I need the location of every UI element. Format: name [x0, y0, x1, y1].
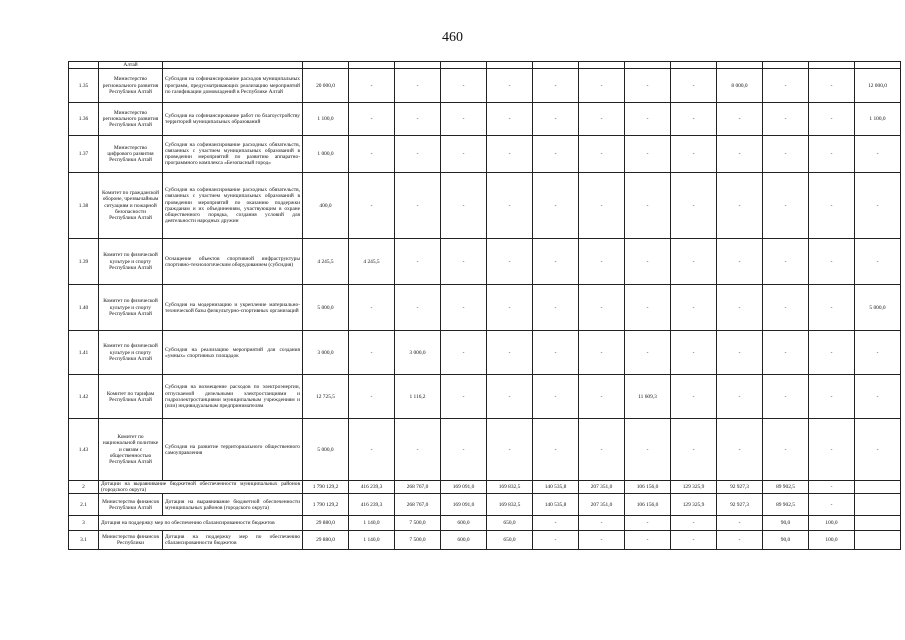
- year-value-cell: -: [441, 331, 487, 375]
- year-value-cell: -: [671, 103, 717, 136]
- row-number-cell: 1.39: [69, 239, 99, 285]
- year-value-cell: -: [717, 375, 763, 419]
- row-number-cell: 1.36: [69, 103, 99, 136]
- total-cell: 400,0: [303, 173, 349, 239]
- year-value-cell: 8 000,0: [717, 69, 763, 103]
- year-value-cell: -: [855, 375, 901, 419]
- year-value-cell: 416 239,3: [349, 481, 395, 494]
- description-cell: Субсидия на развитие территориального общественного самоуправления: [163, 419, 303, 481]
- year-value-cell: -: [809, 375, 855, 419]
- year-value-cell: -: [487, 69, 533, 103]
- year-value-cell: 12 000,0: [855, 69, 901, 103]
- year-value-cell: -: [809, 136, 855, 173]
- year-value-cell: -: [855, 239, 901, 285]
- year-value-cell: -: [763, 136, 809, 173]
- year-value-cell: -: [763, 331, 809, 375]
- empty-cell: [809, 62, 855, 69]
- row-number-cell: 1.35: [69, 69, 99, 103]
- table-row: [69, 481, 901, 494]
- year-value-cell: -: [809, 69, 855, 103]
- year-value-cell: -: [349, 173, 395, 239]
- year-value-cell: 100,0: [809, 516, 855, 531]
- year-value-cell: -: [625, 531, 671, 550]
- empty-cell: [717, 62, 763, 69]
- year-value-cell: -: [625, 136, 671, 173]
- row-number-cell: 1.40: [69, 285, 99, 331]
- empty-cell: [579, 62, 625, 69]
- year-value-cell: -: [579, 419, 625, 481]
- year-value-cell: 7 500,0: [395, 531, 441, 550]
- description-cell: Субсидия на модернизацию и укрепление материально-технической базы физкультурно-спортивных организаций: [163, 285, 303, 331]
- total-cell: 1 790 129,2: [303, 481, 349, 494]
- organization-cell: Министерство финансов Республики Алтай: [99, 494, 163, 516]
- year-value-cell: -: [395, 239, 441, 285]
- year-value-cell: -: [763, 103, 809, 136]
- year-value-cell: -: [579, 103, 625, 136]
- year-value-cell: -: [395, 285, 441, 331]
- year-value-cell: 129 325,9: [671, 494, 717, 516]
- year-value-cell: 92 927,3: [717, 481, 763, 494]
- table-row: [69, 69, 901, 103]
- year-value-cell: -: [441, 173, 487, 239]
- table-row: [69, 136, 901, 173]
- year-value-cell: -: [671, 419, 717, 481]
- table-row: [69, 375, 901, 419]
- year-value-cell: -: [533, 531, 579, 550]
- table-row: [69, 239, 901, 285]
- total-cell: 29 880,0: [303, 516, 349, 531]
- year-value-cell: 1 140,0: [349, 516, 395, 531]
- table-row: [69, 62, 901, 69]
- year-value-cell: -: [441, 375, 487, 419]
- year-value-cell: -: [671, 173, 717, 239]
- table-row: [69, 331, 901, 375]
- year-value-cell: 650,0: [487, 516, 533, 531]
- organization-cell: Комитет по национальной политике и связям с общественностью Республики Алтай: [99, 419, 163, 481]
- year-value-cell: -: [349, 285, 395, 331]
- description-cell: Субсидия на возмещение расходов по электроэнергии, отпускаемой дизельными электростанциями и гидроэлектростанциями муниципальным учреждениям и (или) индивидуальным предпринимателям: [163, 375, 303, 419]
- year-value-cell: -: [625, 69, 671, 103]
- year-value-cell: -: [395, 419, 441, 481]
- year-value-cell: 268 767,0: [395, 494, 441, 516]
- year-value-cell: -: [533, 331, 579, 375]
- year-value-cell: 650,0: [487, 531, 533, 550]
- year-value-cell: -: [487, 419, 533, 481]
- year-value-cell: 600,0: [441, 531, 487, 550]
- year-value-cell: -: [625, 419, 671, 481]
- total-cell: 5 000,0: [303, 419, 349, 481]
- year-value-cell: 268 767,0: [395, 481, 441, 494]
- year-value-cell: -: [533, 136, 579, 173]
- year-value-cell: -: [717, 285, 763, 331]
- description-cell: Субсидия на софинансирование работ по благоустройству территорий муниципальных образований: [163, 103, 303, 136]
- table-row: [69, 173, 901, 239]
- year-value-cell: 416 239,3: [349, 494, 395, 516]
- year-value-cell: -: [533, 375, 579, 419]
- total-cell: 20 000,0: [303, 69, 349, 103]
- year-value-cell: -: [487, 239, 533, 285]
- empty-cell: [395, 62, 441, 69]
- table-row: [69, 531, 901, 550]
- year-value-cell: -: [349, 331, 395, 375]
- year-value-cell: -: [349, 136, 395, 173]
- row-number-cell: 1.43: [69, 419, 99, 481]
- empty-cell: [671, 62, 717, 69]
- year-value-cell: -: [625, 239, 671, 285]
- year-value-cell: -: [717, 103, 763, 136]
- year-value-cell: -: [809, 494, 855, 516]
- year-value-cell: 106 156,0: [625, 481, 671, 494]
- year-value-cell: 169 832,5: [487, 481, 533, 494]
- year-value-cell: -: [717, 419, 763, 481]
- total-cell: 5 000,0: [303, 285, 349, 331]
- year-value-cell: -: [671, 69, 717, 103]
- total-cell: 1 000,0: [303, 136, 349, 173]
- year-value-cell: -: [579, 285, 625, 331]
- description-cell: Субсидия на софинансирование расходов муниципальных программ, предусматривающих реализацию мероприятий по газификации домовладений в Республике Алтай: [163, 69, 303, 103]
- year-value-cell: -: [671, 516, 717, 531]
- year-value-cell: 169 091,0: [441, 481, 487, 494]
- year-value-cell: -: [763, 239, 809, 285]
- table-row: [69, 516, 901, 531]
- year-value-cell: 5 000,0: [855, 285, 901, 331]
- table-row: [69, 103, 901, 136]
- total-cell: 29 880,0: [303, 531, 349, 550]
- row-number-cell: 1.41: [69, 331, 99, 375]
- year-value-cell: 1 140,0: [349, 531, 395, 550]
- year-value-cell: -: [671, 136, 717, 173]
- total-cell: 4 245,5: [303, 239, 349, 285]
- row-number-cell: 3: [69, 516, 99, 531]
- year-value-cell: -: [855, 331, 901, 375]
- year-value-cell: 92 927,3: [717, 494, 763, 516]
- description-cell: Субсидия на реализацию мероприятий для создания «умных» спортивных площадок: [163, 331, 303, 375]
- year-value-cell: -: [763, 419, 809, 481]
- year-value-cell: -: [579, 375, 625, 419]
- year-value-cell: -: [717, 531, 763, 550]
- organization-cell: Алтай: [99, 62, 163, 69]
- total-cell: 1 100,0: [303, 103, 349, 136]
- year-value-cell: [855, 481, 901, 494]
- year-value-cell: -: [625, 516, 671, 531]
- organization-cell: Министерство цифрового развития Республики Алтай: [99, 136, 163, 173]
- organization-cell: Министерство регионального развития Республики Алтай: [99, 103, 163, 136]
- year-value-cell: -: [487, 285, 533, 331]
- description-cell: Дотация на выравнивание бюджетной обеспеченности муниципальных районов (городского округа): [163, 494, 303, 516]
- year-value-cell: -: [441, 285, 487, 331]
- table-row: [69, 419, 901, 481]
- year-value-cell: 7 500,0: [395, 516, 441, 531]
- empty-cell: [349, 62, 395, 69]
- year-value-cell: -: [671, 285, 717, 331]
- row-number-cell: 3.1: [69, 531, 99, 550]
- year-value-cell: -: [579, 173, 625, 239]
- year-value-cell: -: [625, 103, 671, 136]
- year-value-cell: -: [349, 103, 395, 136]
- year-value-cell: 89 902,5: [763, 481, 809, 494]
- year-value-cell: -: [717, 136, 763, 173]
- year-value-cell: -: [441, 136, 487, 173]
- year-value-cell: -: [855, 419, 901, 481]
- year-value-cell: 4 245,5: [349, 239, 395, 285]
- year-value-cell: 90,0: [763, 531, 809, 550]
- row-number-cell: 1.42: [69, 375, 99, 419]
- year-value-cell: 600,0: [441, 516, 487, 531]
- year-value-cell: -: [395, 173, 441, 239]
- description-cell: Дотации на выравнивание бюджетной обеспеченности муниципальных районов (городского округа): [99, 481, 303, 494]
- year-value-cell: -: [809, 419, 855, 481]
- row-number-cell: 1.37: [69, 136, 99, 173]
- year-value-cell: -: [533, 419, 579, 481]
- empty-cell: [163, 62, 303, 69]
- year-value-cell: -: [855, 173, 901, 239]
- year-value-cell: -: [671, 239, 717, 285]
- year-value-cell: -: [349, 375, 395, 419]
- year-value-cell: -: [533, 516, 579, 531]
- year-value-cell: -: [855, 136, 901, 173]
- organization-cell: Комитет по физической культуре и спорту Республики Алтай: [99, 285, 163, 331]
- organization-cell: Министерство финансов Республики: [99, 531, 163, 550]
- year-value-cell: [855, 531, 901, 550]
- year-value-cell: 89 902,5: [763, 494, 809, 516]
- year-value-cell: 90,0: [763, 516, 809, 531]
- empty-cell: [487, 62, 533, 69]
- year-value-cell: -: [763, 173, 809, 239]
- year-value-cell: -: [395, 69, 441, 103]
- year-value-cell: -: [487, 136, 533, 173]
- year-value-cell: -: [717, 239, 763, 285]
- total-cell: 3 000,0: [303, 331, 349, 375]
- year-value-cell: 207 351,0: [579, 481, 625, 494]
- year-value-cell: -: [763, 285, 809, 331]
- year-value-cell: -: [579, 136, 625, 173]
- year-value-cell: -: [349, 419, 395, 481]
- organization-cell: Комитет по гражданской обороне, чрезвычайным ситуациям и пожарной безопасности Республики Алтай: [99, 173, 163, 239]
- description-cell: Субсидия на софинансирование расходных обязательств, связанных с участием муниципальных образований в проведении мероприятий по развитию аппаратно-программного комплекса «Безопасный город»: [163, 136, 303, 173]
- year-value-cell: -: [809, 239, 855, 285]
- row-number-cell: 2: [69, 481, 99, 494]
- year-value-cell: -: [441, 419, 487, 481]
- year-value-cell: [855, 516, 901, 531]
- year-value-cell: -: [487, 103, 533, 136]
- year-value-cell: -: [579, 531, 625, 550]
- empty-cell: [441, 62, 487, 69]
- year-value-cell: -: [349, 69, 395, 103]
- year-value-cell: 169 091,0: [441, 494, 487, 516]
- year-value-cell: -: [487, 173, 533, 239]
- organization-cell: Комитет по физической культуре и спорту Республики Алтай: [99, 239, 163, 285]
- year-value-cell: -: [395, 103, 441, 136]
- year-value-cell: 140 535,8: [533, 494, 579, 516]
- year-value-cell: -: [487, 331, 533, 375]
- year-value-cell: -: [671, 375, 717, 419]
- year-value-cell: -: [763, 69, 809, 103]
- year-value-cell: -: [809, 285, 855, 331]
- year-value-cell: -: [717, 516, 763, 531]
- year-value-cell: -: [625, 331, 671, 375]
- year-value-cell: -: [763, 375, 809, 419]
- year-value-cell: -: [533, 69, 579, 103]
- year-value-cell: -: [533, 173, 579, 239]
- year-value-cell: -: [579, 516, 625, 531]
- year-value-cell: 3 000,0: [395, 331, 441, 375]
- year-value-cell: -: [487, 375, 533, 419]
- row-number-cell: [69, 62, 99, 69]
- empty-cell: [855, 62, 901, 69]
- year-value-cell: -: [809, 173, 855, 239]
- year-value-cell: 100,0: [809, 531, 855, 550]
- year-value-cell: 140 535,8: [533, 481, 579, 494]
- year-value-cell: -: [809, 331, 855, 375]
- year-value-cell: -: [625, 173, 671, 239]
- year-value-cell: 1 116,2: [395, 375, 441, 419]
- organization-cell: Комитет по тарифам Республики Алтай: [99, 375, 163, 419]
- empty-cell: [625, 62, 671, 69]
- year-value-cell: 129 325,9: [671, 481, 717, 494]
- year-value-cell: -: [579, 239, 625, 285]
- budget-table: [68, 61, 901, 550]
- year-value-cell: -: [809, 481, 855, 494]
- year-value-cell: -: [441, 103, 487, 136]
- description-cell: Дотация на поддержку мер по обеспечению сбалансированности бюджетов: [163, 531, 303, 550]
- year-value-cell: -: [579, 69, 625, 103]
- year-value-cell: -: [441, 69, 487, 103]
- empty-cell: [303, 62, 349, 69]
- table-row: [69, 494, 901, 516]
- year-value-cell: -: [671, 531, 717, 550]
- organization-cell: Комитет по физической культуре и спорту Республики Алтай: [99, 331, 163, 375]
- year-value-cell: 169 832,5: [487, 494, 533, 516]
- total-cell: 12 725,5: [303, 375, 349, 419]
- year-value-cell: -: [395, 136, 441, 173]
- year-value-cell: 106 156,0: [625, 494, 671, 516]
- total-cell: 1 790 129,2: [303, 494, 349, 516]
- page-number: 460: [442, 30, 463, 45]
- table-row: [69, 285, 901, 331]
- year-value-cell: -: [671, 331, 717, 375]
- year-value-cell: -: [441, 239, 487, 285]
- year-value-cell: -: [717, 331, 763, 375]
- row-number-cell: 1.38: [69, 173, 99, 239]
- empty-cell: [763, 62, 809, 69]
- description-cell: Дотация на поддержку мер по обеспечению сбалансированности бюджетов: [99, 516, 303, 531]
- year-value-cell: 1 100,0: [855, 103, 901, 136]
- year-value-cell: 207 351,0: [579, 494, 625, 516]
- year-value-cell: -: [533, 103, 579, 136]
- year-value-cell: -: [533, 239, 579, 285]
- year-value-cell: [855, 494, 901, 516]
- year-value-cell: -: [579, 331, 625, 375]
- year-value-cell: -: [625, 285, 671, 331]
- description-cell: Оснащение объектов спортивной инфраструктуры спортивно-технологическим оборудованием (субсидия): [163, 239, 303, 285]
- year-value-cell: -: [809, 103, 855, 136]
- row-number-cell: 2.1: [69, 494, 99, 516]
- year-value-cell: -: [533, 285, 579, 331]
- year-value-cell: 11 609,3: [625, 375, 671, 419]
- year-value-cell: -: [717, 173, 763, 239]
- organization-cell: Министерство регионального развития Республики Алтай: [99, 69, 163, 103]
- description-cell: Субсидия на софинансирование расходных обязательств, связанных с участием муниципальных образований в проведении мероприятий по оказанию поддержки гражданам и их объединениям, участвующим в охране общественного порядка, создания условий для деятельности народных дружин: [163, 173, 303, 239]
- empty-cell: [533, 62, 579, 69]
